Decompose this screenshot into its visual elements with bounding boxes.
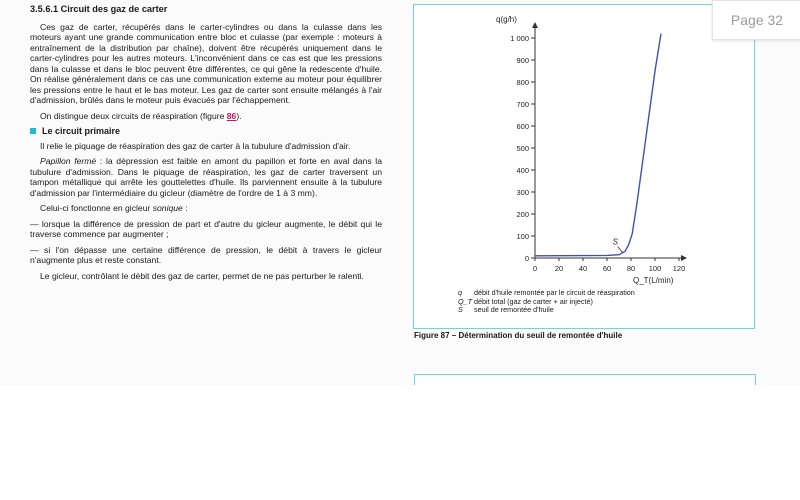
dash-item: — lorsque la différence de pression de part et d'autre du gicleur augmente, le débit qui le traverse commence par augmenter ; [30, 218, 382, 239]
figure-87-frame [413, 4, 755, 329]
y-tick-label: 300 [516, 188, 529, 197]
y-tick-label: 100 [516, 232, 529, 241]
paragraph [30, 156, 382, 198]
x-tick-label: 100 [648, 264, 662, 273]
y-tick-label: 700 [516, 100, 529, 109]
next-figure-frame [414, 374, 756, 385]
bullet-square-icon [30, 128, 36, 134]
text-column [30, 4, 382, 286]
subsection-title [30, 126, 382, 137]
threshold-leader [618, 247, 623, 253]
y-tick-label: 600 [516, 122, 529, 131]
legend-text: débit d'huile remontée par le circuit de réaspiration [474, 288, 635, 297]
y-axis-label: q(g/h) [496, 15, 517, 24]
paragraph-text: : [182, 203, 188, 213]
threshold-label: S [612, 237, 618, 247]
y-tick-label: 400 [516, 166, 529, 175]
y-tick-label: 1 000 [510, 34, 529, 43]
y-tick-label: 500 [516, 144, 529, 153]
y-tick-label: 800 [516, 78, 529, 87]
subsection-title-text: Le circuit primaire [42, 126, 121, 136]
legend-symbol: q [458, 288, 462, 297]
dash-item: — si l'on dépasse une certaine différence de pression, le débit à travers le gicleur n'augmente plus et reste constant. [30, 244, 382, 265]
x-tick-label: 80 [626, 264, 636, 273]
y-axis-arrow-icon [532, 22, 538, 28]
italic-word: sonique [152, 203, 183, 213]
x-axis-label: Q_T(L/min) [633, 276, 674, 285]
oil-threshold-chart [414, 5, 754, 285]
paragraph-text: : la dépression est faible en amont du papillon et forte en aval dans la tubulure d'admission. Dans le piquage de réaspiration, les gaz de carter traversent un tampon métallique qui arrête les gouttelettes d'huile. Ils parviennent ensuite à la tubulure d'admission par l'intermédiaire du gicleur (diamètre de l'ordre de 1 à 3 mm). [30, 156, 382, 198]
paragraph [30, 203, 382, 214]
x-tick-label: 120 [672, 264, 686, 273]
legend-item [458, 306, 635, 315]
paragraph-text: On distingue deux circuits de réaspiration (figure [40, 110, 227, 121]
legend-symbol: S [458, 305, 463, 315]
figure-caption: Figure 87 – Détermination du seuil de remontée d'huile [414, 331, 623, 340]
page-indicator: Page 32 [712, 0, 800, 40]
x-tick-label: 0 [532, 264, 538, 273]
paragraph-text: ). [236, 110, 242, 121]
y-tick-label: 900 [516, 56, 529, 65]
x-axis-arrow-icon [681, 255, 687, 261]
paragraph: Le gicleur, contrôlant le débit des gaz de carter, permet de ne pas perturber le ralenti. [40, 270, 364, 281]
x-tick-label: 60 [602, 264, 612, 273]
paragraph: Il relie le piquage de réaspiration des gaz de carter à la tubulure d'admission d'air. [40, 140, 351, 151]
italic-lead: Papillon fermé [40, 156, 97, 166]
x-tick-label: 40 [578, 264, 588, 273]
paragraph-figure-ref [30, 111, 382, 122]
figure-legend [458, 289, 635, 315]
section-title: 3.5.6.1 Circuit des gaz de carter [30, 4, 168, 14]
figure-link[interactable]: 86 [226, 110, 237, 121]
y-tick-label: 0 [524, 254, 529, 263]
legend-text: seuil de remontée d'huile [474, 305, 554, 315]
paragraph: Ces gaz de carter, récupérés dans le carter-cylindres ou dans la culasse dans les moteurs ayant une grande communication entre bloc et culasse (par exemple : moteurs à entraînement de la distribution par chaîne), doivent être récupérés uniquement dans le carter-cylindres pour les autres moteurs. L'inconvénient dans ce cas est que les pressions dans la culasse et dans le bloc peuvent être différentes, ce qui gêne la redescente d'huile. On réalise généralement dans ce cas une communication externe au moteur pour équilibrer les pressions entre le haut et le bas moteur. Les gaz de carter sont ensuite mélangés à l'air d'admission, brûlés dans le moteur puis évacués par l'échappement. [30, 21, 382, 105]
paragraph-text: Celui-ci fonctionne en gicleur [40, 203, 153, 213]
x-tick-label: 20 [554, 264, 564, 273]
y-tick-label: 200 [516, 210, 529, 219]
legend-text: débit total (gaz de carter + air injecté) [474, 296, 593, 306]
legend-symbol: Q_T [458, 296, 472, 306]
series-line-q [535, 34, 661, 256]
